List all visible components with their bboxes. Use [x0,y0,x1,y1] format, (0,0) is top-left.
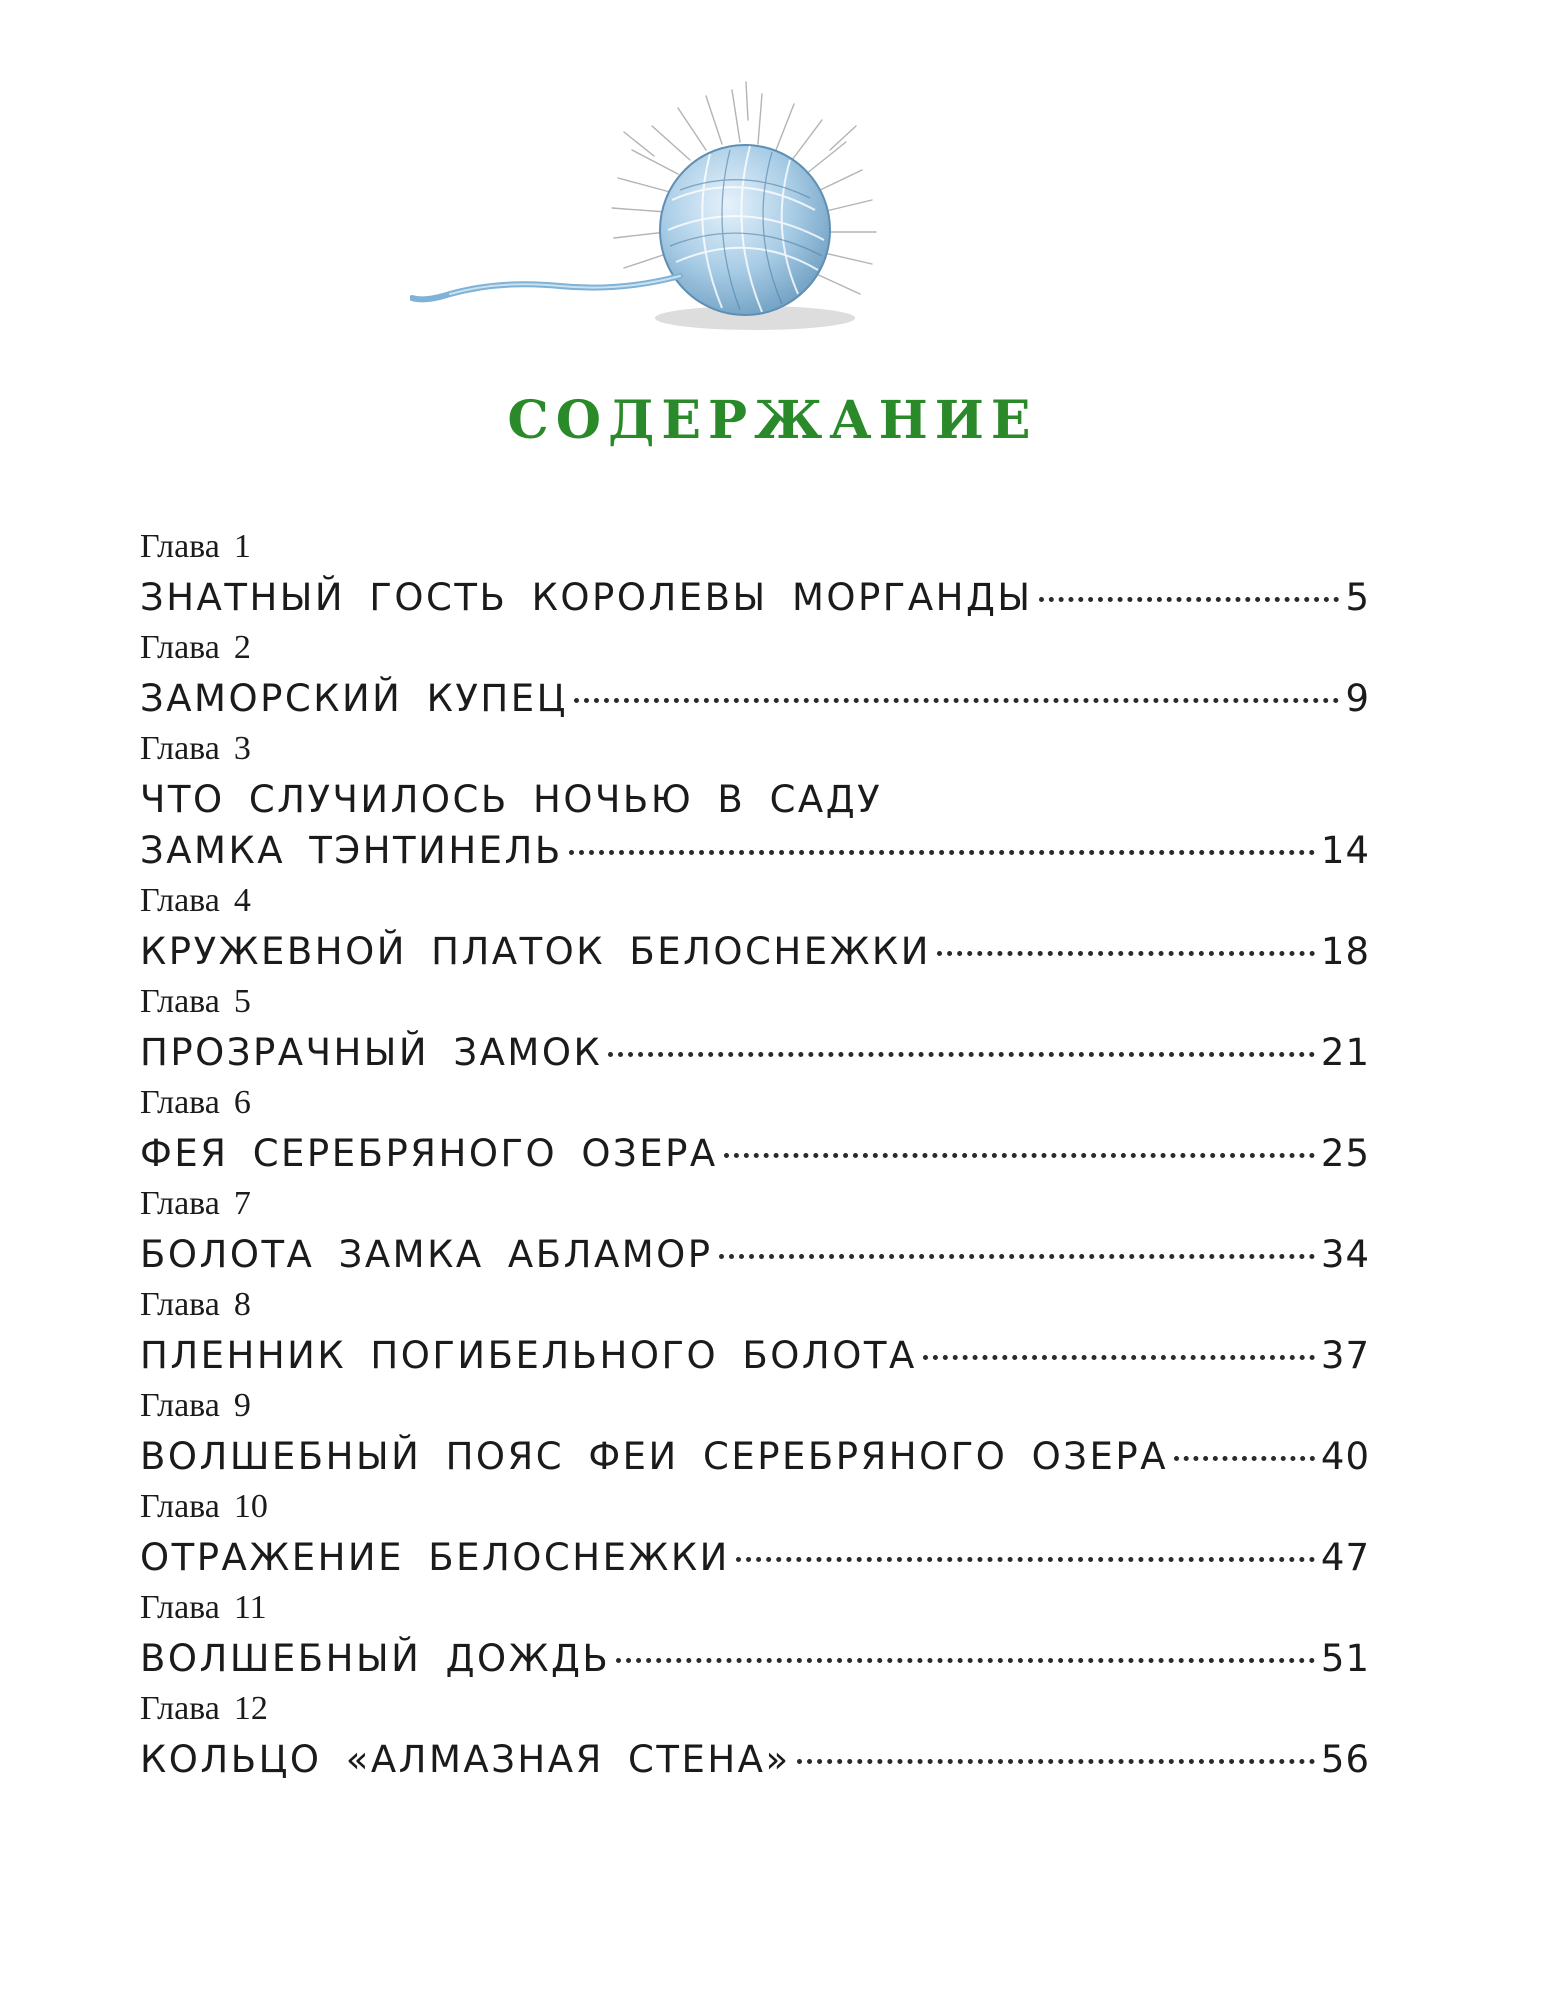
chapter-number: 12 [233,1690,268,1727]
dot-leader [923,1355,1315,1360]
chapter-title: ПЛЕННИК ПОГИБЕЛЬНОГО БОЛОТА [140,1334,917,1377]
chapter-label [140,1583,1370,1633]
chapter-title-row[interactable] [140,1633,1370,1684]
chapter-number: 8 [233,1286,251,1323]
toc-entry [140,1482,1370,1583]
chapter-title: ВОЛШЕБНЫЙ ПОЯС ФЕИ СЕРЕБРЯНОГО ОЗЕРА [140,1435,1169,1478]
chapter-number: 1 [233,528,251,565]
page-number: 56 [1320,1738,1370,1781]
page-number: 51 [1320,1637,1370,1680]
chapter-number: 5 [233,983,251,1020]
table-of-contents [140,522,1370,1785]
chapter-number: 4 [233,882,251,919]
dot-leader [1174,1456,1315,1461]
chapter-title: ОТРАЖЕНИЕ БЕЛОСНЕЖКИ [140,1536,730,1579]
chapter-label [140,1078,1370,1128]
chapter-title-row[interactable] [140,1532,1370,1583]
page-number: 25 [1320,1132,1370,1175]
chapter-title: КРУЖЕВНОЙ ПЛАТОК БЕЛОСНЕЖКИ [140,930,931,973]
toc-entry [140,1684,1370,1785]
chapter-number: 9 [233,1387,251,1424]
chapter-number: 2 [233,629,251,666]
dot-leader [574,698,1340,703]
dot-leader [797,1759,1315,1764]
chapter-number: 11 [233,1589,267,1626]
chapter-title: ЗНАТНЫЙ ГОСТЬ КОРОЛЕВЫ МОРГАНДЫ [140,576,1033,619]
chapter-title-row[interactable] [140,1027,1370,1078]
page-number: 21 [1320,1031,1370,1074]
chapter-title-row[interactable] [140,926,1370,977]
toc-entry [140,623,1370,724]
chapter-label [140,1381,1370,1431]
chapter-word: Глава [140,528,220,565]
chapter-title-row[interactable] [140,1330,1370,1381]
page-title: СОДЕРЖАНИЕ [507,390,1038,451]
chapter-word: Глава [140,1589,220,1626]
chapter-number: 7 [233,1185,251,1222]
dot-leader [616,1658,1315,1663]
chapter-word: Глава [140,730,220,767]
chapter-word: Глава [140,983,220,1020]
toc-entry [140,724,1370,876]
chapter-title: КОЛЬЦО «АЛМАЗНАЯ СТЕНА» [140,1738,791,1781]
chapter-title: ВОЛШЕБНЫЙ ДОЖДЬ [140,1637,611,1680]
page-number: 5 [1345,576,1370,619]
dot-leader [736,1557,1315,1562]
toc-entry [140,1280,1370,1381]
chapter-label [140,623,1370,673]
toc-entry [140,1381,1370,1482]
chapter-word: Глава [140,1286,220,1323]
chapter-word: Глава [140,1084,220,1121]
chapter-title-row[interactable] [140,1128,1370,1179]
dot-leader [937,951,1315,956]
chapter-title: ФЕЯ СЕРЕБРЯНОГО ОЗЕРА [140,1132,718,1175]
chapter-word: Глава [140,1690,220,1727]
dot-leader [724,1153,1315,1158]
chapter-label [140,522,1370,572]
chapter-label [140,1482,1370,1532]
chapter-title-row[interactable] [140,1734,1370,1785]
chapter-number: 3 [233,730,251,767]
chapter-title-line: ЧТО СЛУЧИЛОСЬ НОЧЬЮ В САДУ [140,778,883,821]
chapter-label [140,977,1370,1027]
toc-entry [140,522,1370,623]
chapter-label [140,1280,1370,1330]
yarn-ball-icon [410,80,970,370]
toc-entry [140,977,1370,1078]
chapter-title: ПРОЗРАЧНЫЙ ЗАМОК [140,1031,603,1074]
chapter-title-row[interactable] [140,825,1370,876]
chapter-word: Глава [140,1488,220,1525]
chapter-word: Глава [140,629,220,666]
chapter-label [140,876,1370,926]
chapter-word: Глава [140,882,220,919]
chapter-title-row[interactable] [140,572,1370,623]
chapter-word: Глава [140,1185,220,1222]
chapter-number: 10 [233,1488,268,1525]
toc-entry [140,1583,1370,1684]
dot-leader [569,850,1315,855]
page-number: 34 [1320,1233,1370,1276]
chapter-word: Глава [140,1387,220,1424]
chapter-title-row[interactable] [140,1431,1370,1482]
dot-leader [1039,597,1340,602]
toc-entry [140,1179,1370,1280]
chapter-label [140,1684,1370,1734]
toc-entry [140,1078,1370,1179]
page-number: 9 [1345,677,1370,720]
chapter-title: БОЛОТА ЗАМКА АБЛАМОР [140,1233,713,1276]
dot-leader [608,1052,1315,1057]
chapter-label [140,724,1370,774]
page-number: 18 [1320,930,1370,973]
chapter-title-row[interactable] [140,1229,1370,1280]
page-number: 37 [1320,1334,1370,1377]
page-number: 47 [1320,1536,1370,1579]
chapter-title: ЗАМОРСКИЙ КУПЕЦ [140,677,568,720]
chapter-title-row[interactable] [140,673,1370,724]
chapter-label [140,1179,1370,1229]
page-number: 40 [1320,1435,1370,1478]
chapter-title: ЗАМКА ТЭНТИНЕЛЬ [140,829,563,872]
dot-leader [719,1254,1315,1259]
page-number: 14 [1320,829,1370,872]
chapter-number: 6 [233,1084,251,1121]
toc-entry [140,876,1370,977]
